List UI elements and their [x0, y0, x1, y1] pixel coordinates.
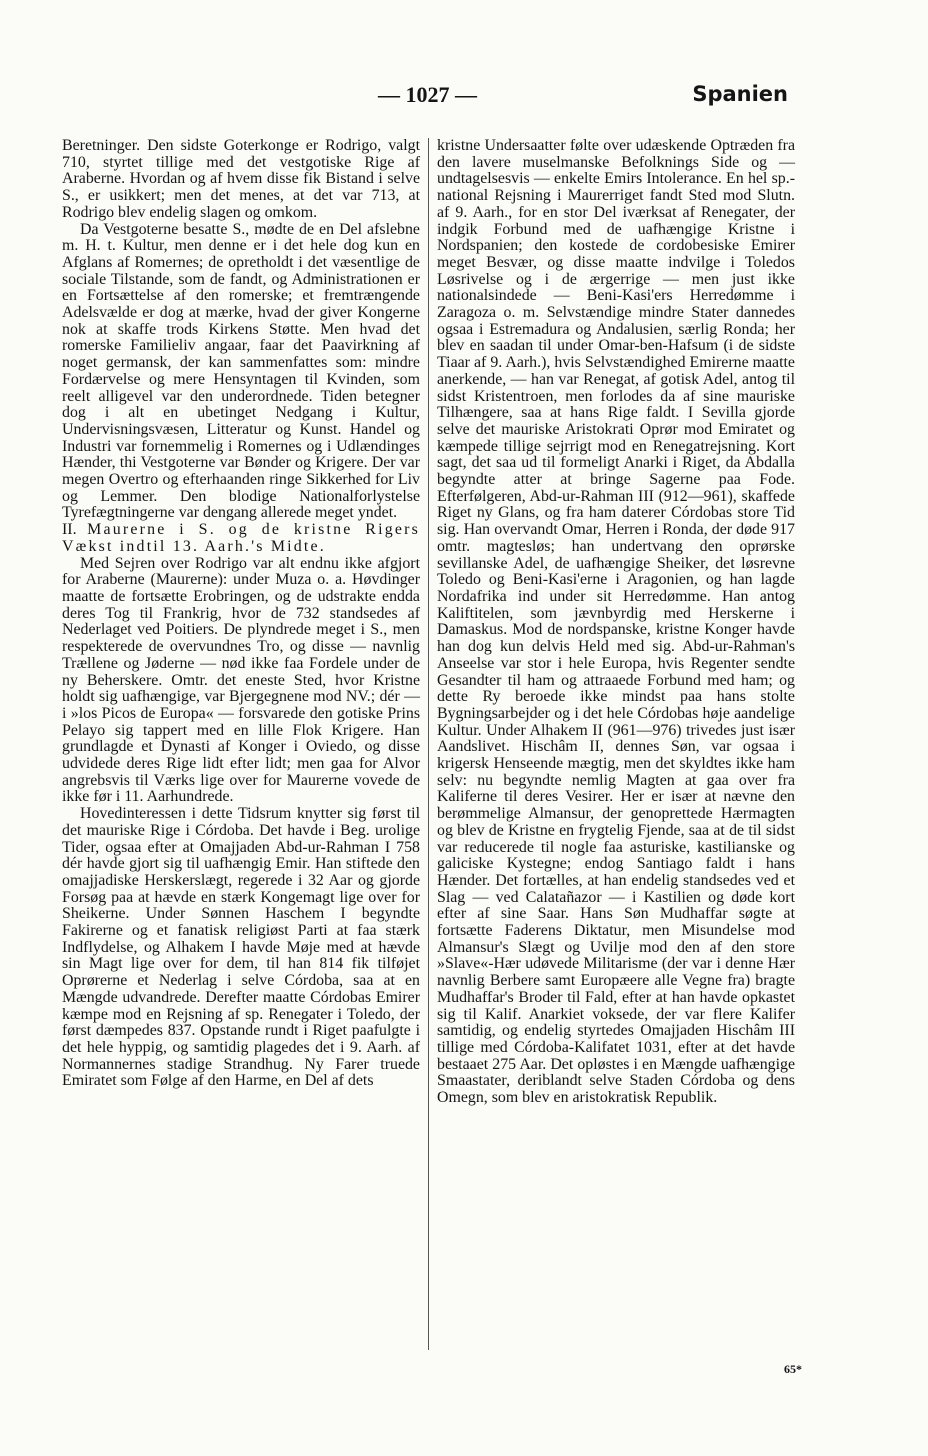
column-divider [428, 138, 429, 1350]
paragraph: Beretninger. Den sidste Goterkonge er Rodrigo, valgt 710, styrtet tillige med det vestgotiske Rige af Araberne. Hvordan og af hvem disse fik Bistand i selve S., er usikkert; men det menes, at det var 713, at Rodrigo blev endelig slagen og omkom. [62, 137, 420, 221]
paragraph: Med Sejren over Rodrigo var alt endnu ikke afgjort for Araberne (Maurerne): under Muza o. a. Høvdinger maatte de fortsætte Erobringen, og de udstrakte endda deres Tog til Frankrig, hvor de 732 standsedes af Nederlaget ved Poitiers. De plyndrede meget i S., men respekterede de overvundnes Tro, og disse — navnlig Trællene og Jøderne — nød ikke faa Fordele under de ny Beherskere. Omtr. det eneste Sted, hvor Kristne holdt sig uafhængige, var Bjergegnene mod NV.; dér — i »los Picos de Europa« — forsvarede den gotiske Prins Pelayo sig tappert med en lille Flok Krigere. Han grundlagde et Dynasti af Konger i Oviedo, og disse udvidede deres Rige lidt efter lidt; men gaa for Alvor angrebsvis til Værks lige over for Maurerne vovede de ikke før i 11. Aarhundrede. [62, 554, 420, 806]
paragraph: Hovedinteressen i dette Tidsrum knytter sig først til det mauriske Rige i Córdoba. Det havde i Beg. urolige Tider, ogsaa efter at Omajjaden Abd-ur-Rahman I 758 dér havde gjort sig til uafhængig Emir. Han stiftede den omajjadiske Herskerslægt, regerede i 32 Aar og gjorde Forsøg paa at hævde en stærk Kongemagt lige over for Sheikerne. Under Sønnen Haschem I begyndte Fakirerne og et fanatisk religiøst Parti at faa stærk Indflydelse, og Alhakem I havde Møje med at hævde sin Magt lige over for dem, til han 814 fik tilføjet Oprørerne et Nederlag i selve Córdoba, saa at en Mængde udvandrede. Derefter maatte Córdobas Emirer kæmpe mod en Rejsning af sp. Renegater i Toledo, der først dæmpedes 837. Opstande rundt i Riget paafulgte i det hele hyppig, og samtidig plagedes det i 9. Aarh. af Normannernes stadige Strandhug. Ny Farer truede Emiratet som Følge af den Harme, en Del af dets [62, 805, 420, 1090]
page-header [0, 78, 928, 112]
right-column [437, 138, 795, 1107]
left-column [62, 138, 420, 1090]
printer-signature: 65* [784, 1362, 802, 1376]
section-heading-text: Maurerne i S. og de kristne Rigers Vækst indtil 13. Aarh.'s Midte. [62, 521, 420, 555]
page-number: — 1027 — [378, 82, 477, 107]
paragraph: kristne Undersaatter følte over udæskende Optræden fra den lavere muselmanske Befolknings Side og — undtagelsesvis — enkelte Emirs Intolerance. En hel sp.-national Rejsning i Maurerriget fandt Sted mod Slutn. af 9. Aarh., for en stor Del iværksat af Renegater, der indgik Forbund med de uafhængige Kristne i Nordspanien; den kostede de cordobesiske Emirer meget Besvær, og disse maatte indvilge i Toledos Løsrivelse og i de ærgerrige — men just ikke nationalsindede — Beni-Kasi'ers Herredømme i Zaragoza o. m. Selvstændige mindre Stater dannedes ogsaa i Estremadura og Andalusien, særlig Ronda; her blev en saadan til under Omar-ben-Hafsum (i de sidste Tiaar af 9. Aarh.), hvis Selvstændighed Emirerne maatte anerkende, — han var Renegat, af gotisk Adel, antog til sidst Kristentroen, men forlodes da af sine mauriske Tilhængere, saa at hans Rige faldt. I Sevilla gjorde selve det mauriske Aristokrati Oprør mod Emiratet og kæmpede tillige sejrrigt mod en Renegatrejsning. Kort sagt, det saa ud til formeligt Anarki i Riget, da Abdalla begyndte atter at bringe Sagerne paa Fode. Efterfølgeren, Abd-ur-Rahman III (912—961), skaffede Riget ny Glans, og fra ham daterer Córdobas store Tid sig. Han overvandt Omar, Herren i Ronda, der døde 917 omtr. magtesløs; han undertvang den oprørske sevillanske Adel, de uafhængige Sheiker, det løsrevne Toledo og Beni-Kasi'erne i Aragonien, og han lagde Nordafrika ind under sit Herredømme. Han antog Kaliftitelen, som jævnbyrdig med Herskerne i Damaskus. Mod de nordspanske, kristne Konger havde han dog kun delvis Held med sig. Abd-ur-Rahman's Anseelse var stor i hele Europa, hvis Regenter sendte Gesandter til ham og attraaede Forbund med ham; og dette Ry beroede ikke mindst paa hans stolte Bygningsarbejder og i det hele Córdobas høje aandelige Kultur. Under Alhakem II (961—976) trivedes just især Aandslivet. Hischâm II, dennes Søn, var ogsaa i krigersk Henseende mægtig, men det skyldtes ikke ham selv: nu begyndte nemlig Magten at gaa over fra Kaliferne til deres Vesirer. Her er især at nævne den berømmelige Almansur, der genoprettede Hærmagten og blev de Kristne en frygtelig Fjende, saa at de til sidst var reducerede til nogle faa asturiske, kastilianske og galiciske Kystegne; endog Santiago faldt i hans Hænder. Det fortælles, at han endelig standsedes ved et Slag — ved Calatañazor — i Kastilien og døde kort efter af sine Saar. Hans Søn Mudhaffar søgte at fortsætte Faderens Diktatur, men Misundelse mod Almansur's Slægt og Uvilje mod den af den store »Slave«-Hær udøvede Militarisme (der var i denne Hær navnlig Berbere samt Europæere alle Vegne fra) bragte Mudhaffar's Broder til Fald, efter at han havde opkastet sig til Kalif. Anarkiet voksede, der var flere Kalifer samtidig, og endelig styrtedes Omajjaden Hischâm III tillige med Córdoba-Kalifatet 1031, efter at det havde bestaaet 275 Aar. Det opløstes i en Mængde uafhængige Smaastater, deriblandt selve Staden Córdoba og dens Omegn, som blev en aristokratisk Republik. [437, 137, 795, 1107]
paragraph: Da Vestgoterne besatte S., mødte de en Del afslebne m. H. t. Kultur, men denne er i det hele dog kun en Afglans af Romernes; de opretholdt i det væsentlige de sociale Tilstande, som de fandt, og Administrationen er en Fortsættelse af den romerske; et fremtrængende Adelsvælde er dog at mærke, hvad der giver Kongerne nok at skaffe trods Kirkens Støtte. Men hvad det romerske Familieliv angaar, faar det Paavirkning af noget germansk, der kan sammenfattes som: mindre Fordærvelse og mere Hensyntagen til Kvinden, som reelt alligevel var den underordnede. Tiden betegner dog i alt en ubetinget Nedgang i Kultur, Undervisningsvæsen, Litteratur og Kunst. Handel og Industri var fornemmelig i Romernes og i Udlændinges Hænder, thi Vestgoterne var Bønder og Krigere. Der var megen Overtro og efterhaanden ringe Sikkerhed for Liv og Lemmer. Den blodige Nationalforlystelse Tyrefægtningerne var dengang allerede meget yndet. [62, 220, 420, 522]
running-title: Spanien [692, 82, 788, 106]
section-heading-number: II. [62, 521, 77, 539]
section-heading [62, 522, 420, 555]
